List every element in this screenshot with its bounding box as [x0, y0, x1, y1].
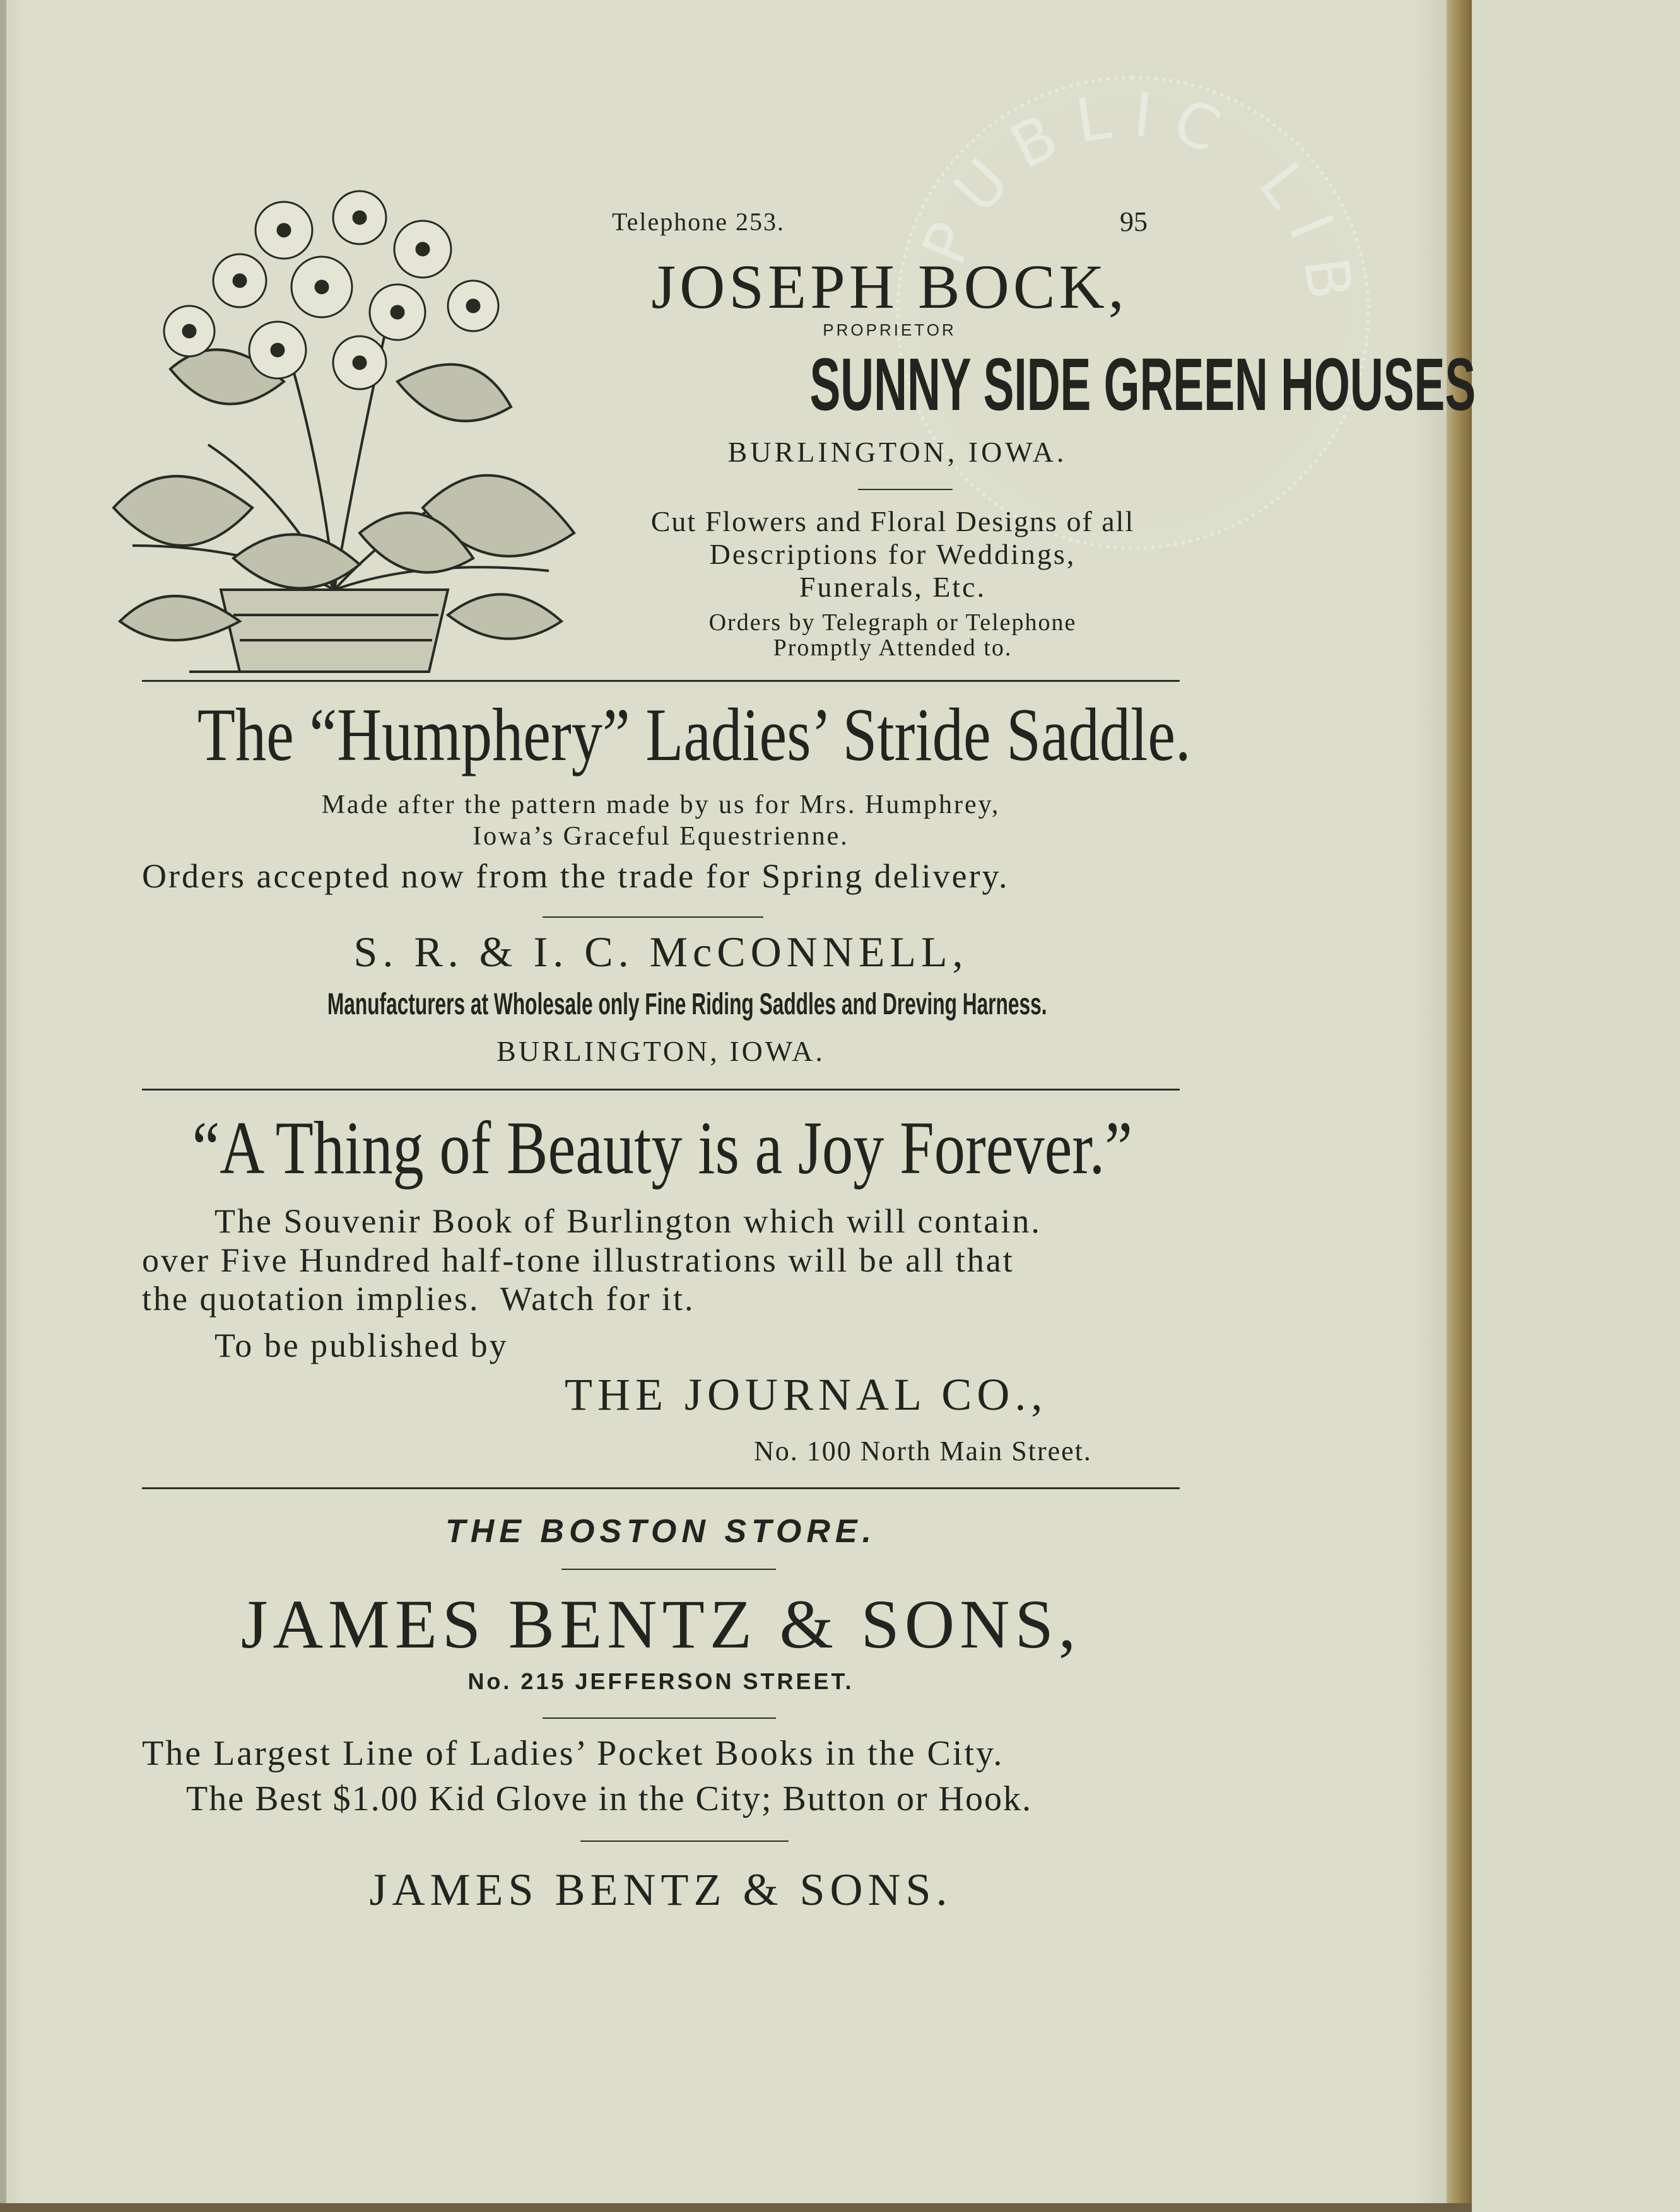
- boston-company: JAMES BENTZ & SONS,: [240, 1586, 1081, 1663]
- saddle-company: S. R. & I. C. McCONNELL,: [353, 928, 968, 976]
- greenhouse-name: [606, 343, 1476, 426]
- saddle-headline: [88, 688, 1237, 782]
- greenhouse-name-text: SUNNY SIDE GREEN HOUSES: [809, 343, 1476, 426]
- section-divider-2: [142, 1089, 1180, 1091]
- saddle-location: BURLINGTON, IOWA.: [496, 1035, 825, 1067]
- telephone-number: Telephone 253.: [612, 208, 785, 236]
- souvenir-para-4: To be published by: [214, 1326, 508, 1364]
- page-left-edge: [0, 0, 6, 2212]
- saddle-tagline: [142, 986, 1180, 1024]
- saddle-tagline-text: Manufacturers at Wholesale only Fine Riding Saddles and Dreving Harness.: [327, 988, 1047, 1021]
- boston-address: No. 215 JEFFERSON STREET.: [467, 1668, 854, 1694]
- souvenir-para-3: the quotation implies. Watch for it.: [142, 1280, 695, 1318]
- souvenir-para-2: over Five Hundred half-tone illustrations will be all that: [142, 1241, 1014, 1279]
- greenhouse-location: BURLINGTON, IOWA.: [727, 436, 1067, 468]
- souvenir-publisher: THE JOURNAL CO.,: [565, 1369, 1048, 1420]
- saddle-line-3: Orders accepted now from the trade for Spring delivery.: [142, 857, 1009, 895]
- bock-line-3: Funerals, Etc.: [799, 571, 987, 603]
- bock-line-4: Orders by Telegraph or Telephone: [708, 609, 1077, 636]
- boston-store-title: THE BOSTON STORE.: [445, 1513, 877, 1550]
- page-number: 95: [1120, 206, 1148, 237]
- page-bottom-edge: [0, 2203, 1472, 2212]
- bock-divider: [858, 489, 953, 490]
- saddle-divider: [543, 916, 763, 918]
- souvenir-headline: [88, 1101, 1237, 1195]
- bock-line-5: Promptly Attended to.: [773, 635, 1013, 661]
- souvenir-para-1: The Souvenir Book of Burlington which will contain.: [214, 1202, 1042, 1240]
- souvenir-address: No. 100 North Main Street.: [754, 1436, 1092, 1466]
- boston-signature: JAMES BENTZ & SONS.: [369, 1864, 953, 1915]
- section-divider-1: [142, 680, 1180, 682]
- saddle-line-1: Made after the pattern made by us for Mrs. Humphrey,: [321, 790, 1001, 819]
- bock-line-2: Descriptions for Weddings,: [709, 538, 1076, 570]
- boston-divider-1: [561, 1569, 776, 1570]
- boston-divider-2: [543, 1718, 776, 1719]
- saddle-headline-text: The “Humphery” Ladies’ Stride Saddle.: [197, 693, 1191, 776]
- library-stamp-text: PUBLIC LIB: [908, 79, 1366, 322]
- proprietor-label: PROPRIETOR: [823, 320, 956, 339]
- flower-pot-icon: [95, 180, 580, 672]
- souvenir-headline-text: “A Thing of Beauty is a Joy Forever.”: [192, 1106, 1133, 1190]
- book-spine: [1447, 0, 1472, 2212]
- boston-line-1: The Largest Line of Ladies’ Pocket Books in the City.: [142, 1734, 1004, 1773]
- boston-divider-3: [580, 1840, 789, 1842]
- boston-line-2: The Best $1.00 Kid Glove in the City; Button or Hook.: [186, 1779, 1033, 1818]
- bock-line-1: Cut Flowers and Floral Designs of all: [650, 505, 1135, 537]
- proprietor-name: JOSEPH BOCK,: [651, 252, 1128, 322]
- section-divider-3: [142, 1487, 1180, 1489]
- saddle-line-2: Iowa’s Graceful Equestrienne.: [473, 822, 849, 851]
- geranium-illustration: [95, 180, 580, 672]
